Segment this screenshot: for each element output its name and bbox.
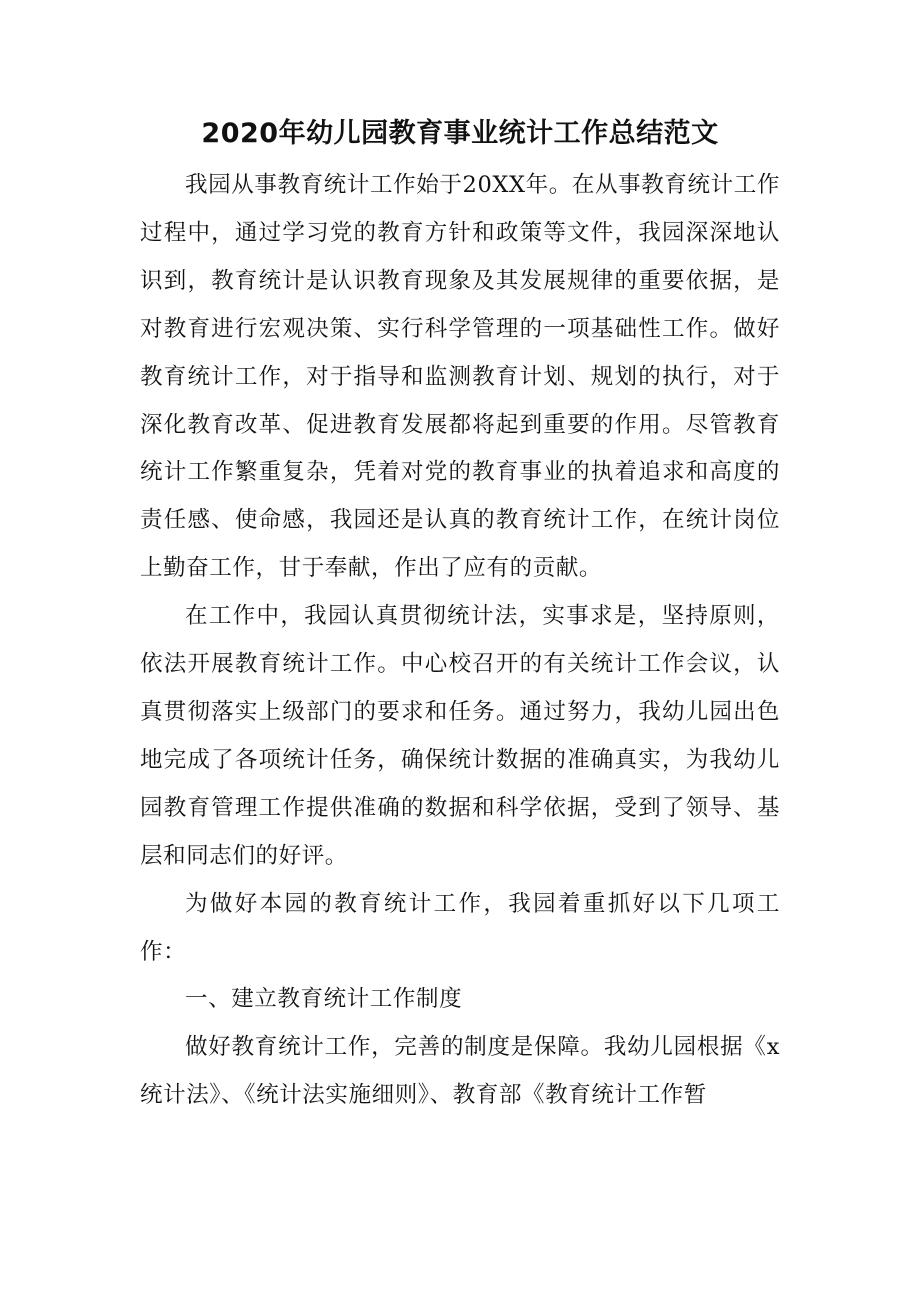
paragraph-intro: 我园从事教育统计工作始于20XX年。在从事教育统计工作过程中，通过学习党的教育方针和政策等文件，我园深深地认识到，教育统计是认识教育现象及其发展规律的重要依据，是对教育进行宏观决策、实行科学管理的一项基础性工作。做好教育统计工作，对于指导和监测教育计划、规划的执行，对于深化教育改革、促进教育发展都将起到重要的作用。尽管教育统计工作繁重复杂，凭着对党的教育事业的执着追求和高度的责任感、使命感，我园还是认真的教育统计工作，在统计岗位上勤奋工作，甘于奉献，作出了应有的贡献。 xyxy=(140,172,780,582)
paragraph-key-tasks: 为做好本园的教育统计工作，我园着重抓好以下几项工作： xyxy=(140,890,780,965)
document-body xyxy=(140,162,780,1120)
section-heading-1: 一、建立教育统计工作制度 xyxy=(185,986,463,1013)
document-title: 2020年幼儿园教育事业统计工作总结范文 xyxy=(201,118,719,149)
paragraph-work-summary: 在工作中，我园认真贯彻统计法，实事求是，坚持原则，依法开展教育统计工作。中心校召开的有关统计工作会议，认真贯彻落实上级部门的要求和任务。通过努力，我幼儿园出色地完成了各项统计任务，确保统计数据的准确真实，为我幼儿园教育管理工作提供准确的数据和科学依据，受到了领导、基层和同志们的好评。 xyxy=(140,603,780,869)
paragraph-system: 做好教育统计工作，完善的制度是保障。我幼儿园根据《x统计法》、《统计法实施细则》、教育部《教育统计工作暂 xyxy=(140,1034,780,1109)
